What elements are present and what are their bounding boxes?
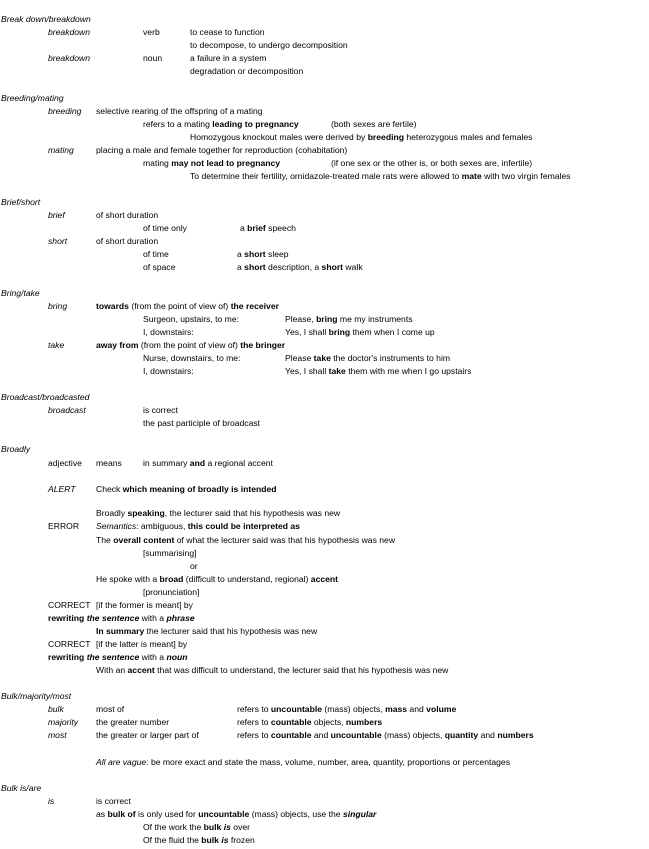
example-line: Homozygous knockout males were derived by breeding heterozygous males and females bbox=[190, 132, 533, 142]
term: breakdown bbox=[48, 53, 91, 63]
term: breakdown bbox=[48, 27, 91, 37]
definition: in summary and a regional accent bbox=[143, 458, 273, 468]
section-heading-brief: Brief/short bbox=[1, 197, 41, 207]
definition: placing a male and female together for reproduction (cohabitation) bbox=[96, 145, 348, 155]
example: a short sleep bbox=[237, 249, 289, 259]
definition: of short duration bbox=[96, 236, 159, 246]
definition: of short duration bbox=[96, 210, 159, 220]
term: most bbox=[48, 730, 67, 740]
example-line: The overall content of what the lecturer said was that his hypothesis was new bbox=[96, 535, 396, 545]
qualifier: of space bbox=[143, 262, 176, 272]
example-line: Of the work the bulk is over bbox=[143, 822, 251, 832]
section-heading-breeding: Breeding/mating bbox=[1, 93, 64, 103]
definition: towards (from the point of view of) the receiver bbox=[96, 301, 279, 311]
term: breeding bbox=[48, 106, 82, 116]
term: majority bbox=[48, 717, 79, 727]
note-line: (both sexes are fertile) bbox=[331, 119, 417, 129]
correct-text: rewriting the sentence with a noun bbox=[48, 652, 188, 662]
section-heading-broadcast: Broadcast/broadcasted bbox=[1, 392, 90, 402]
part-of-speech: noun bbox=[143, 53, 163, 63]
error-label: ERROR bbox=[48, 521, 80, 531]
rule-line: as bulk of is only used for uncountable (mass) objects, use the singular bbox=[96, 809, 377, 819]
example: Yes, I shall take them with me when I go upstairs bbox=[285, 366, 472, 376]
term: take bbox=[48, 340, 65, 350]
part-of-speech: verb bbox=[143, 27, 160, 37]
example-line: He spoke with a broad (difficult to understand, regional) accent bbox=[96, 574, 339, 584]
correct-text: [if the former is meant] by bbox=[96, 600, 193, 610]
definition: is correct bbox=[143, 405, 178, 415]
example-line: To determine their fertility, ornidazole-treated male rats were allowed to mate with two virgin females bbox=[190, 171, 571, 181]
term: brief bbox=[48, 210, 65, 220]
speaker: Surgeon, upstairs, to me: bbox=[143, 314, 240, 324]
correct-text: rewriting the sentence with a phrase bbox=[48, 613, 195, 623]
definition: most of bbox=[96, 704, 125, 714]
bracket-note: [summarising] bbox=[143, 548, 197, 558]
note-line: refers to a mating leading to pregnancy bbox=[143, 119, 299, 129]
definition: the greater number bbox=[96, 717, 170, 727]
term: mating bbox=[48, 145, 74, 155]
speaker: I, downstairs: bbox=[143, 366, 194, 376]
definition: is correct bbox=[96, 796, 131, 806]
term: bulk bbox=[48, 704, 64, 714]
speaker: Nurse, downstairs, to me: bbox=[143, 353, 241, 363]
connector: or bbox=[190, 561, 198, 571]
definition: a failure in a system bbox=[190, 53, 267, 63]
definition: to cease to function bbox=[190, 27, 265, 37]
definition: selective rearing of the offspring of a mating bbox=[96, 106, 263, 116]
definition: the past participle of broadcast bbox=[143, 418, 261, 428]
note-line: (if one sex or the other is, or both sexes are, infertile) bbox=[331, 158, 533, 168]
qualifier: of time only bbox=[143, 223, 187, 233]
example-line: Of the fluid the bulk is frozen bbox=[143, 835, 255, 845]
label: means bbox=[96, 458, 122, 468]
alert-text: Check which meaning of broadly is intended bbox=[96, 484, 277, 494]
term: bring bbox=[48, 301, 68, 311]
correct-text: [if the latter is meant] by bbox=[96, 639, 188, 649]
example: Please, bring me my instruments bbox=[285, 314, 413, 324]
usage: refers to countable objects, numbers bbox=[237, 717, 383, 727]
example: a short description, a short walk bbox=[237, 262, 363, 272]
correct-label: CORRECT bbox=[48, 600, 91, 610]
example-line: Broadly speaking, the lecturer said that his hypothesis was new bbox=[96, 508, 341, 518]
term: is bbox=[48, 796, 55, 806]
label: adjective bbox=[48, 458, 82, 468]
section-heading-bulk-is: Bulk is/are bbox=[1, 783, 42, 793]
definition: degradation or decomposition bbox=[190, 66, 304, 76]
example: a brief speech bbox=[240, 223, 296, 233]
speaker: I, downstairs: bbox=[143, 327, 194, 337]
qualifier: of time bbox=[143, 249, 169, 259]
note-line: mating may not lead to pregnancy bbox=[143, 158, 281, 168]
example: Please take the doctor's instruments to him bbox=[285, 353, 451, 363]
example: Yes, I shall bring them when I come up bbox=[285, 327, 435, 337]
alert-label: ALERT bbox=[48, 484, 76, 494]
definition: to decompose, to undergo decomposition bbox=[190, 40, 348, 50]
term: broadcast bbox=[48, 405, 86, 415]
example-line: In summary the lecturer said that his hypothesis was new bbox=[96, 626, 318, 636]
section-heading-broadly: Broadly bbox=[1, 444, 31, 454]
section-heading-bring: Bring/take bbox=[1, 288, 40, 298]
usage: refers to uncountable (mass) objects, mass and volume bbox=[237, 704, 457, 714]
section-heading-bulk: Bulk/majority/most bbox=[1, 691, 72, 701]
section-heading-breakdown: Break down/breakdown bbox=[1, 14, 91, 24]
usage: refers to countable and uncountable (mass) objects, quantity and numbers bbox=[237, 730, 534, 740]
note-line: All are vague: be more exact and state the mass, volume, number, area, quantity, proportions or percentages bbox=[96, 757, 511, 767]
error-text: Semantics: ambiguous, this could be interpreted as bbox=[96, 521, 300, 531]
term: short bbox=[48, 236, 68, 246]
bracket-note: [pronunciation] bbox=[143, 587, 200, 597]
definition: away from (from the point of view of) the bringer bbox=[96, 340, 286, 350]
example-line: With an accent that was difficult to understand, the lecturer said that his hypothesis was new bbox=[96, 665, 449, 675]
correct-label: CORRECT bbox=[48, 639, 91, 649]
definition: the greater or larger part of bbox=[96, 730, 199, 740]
